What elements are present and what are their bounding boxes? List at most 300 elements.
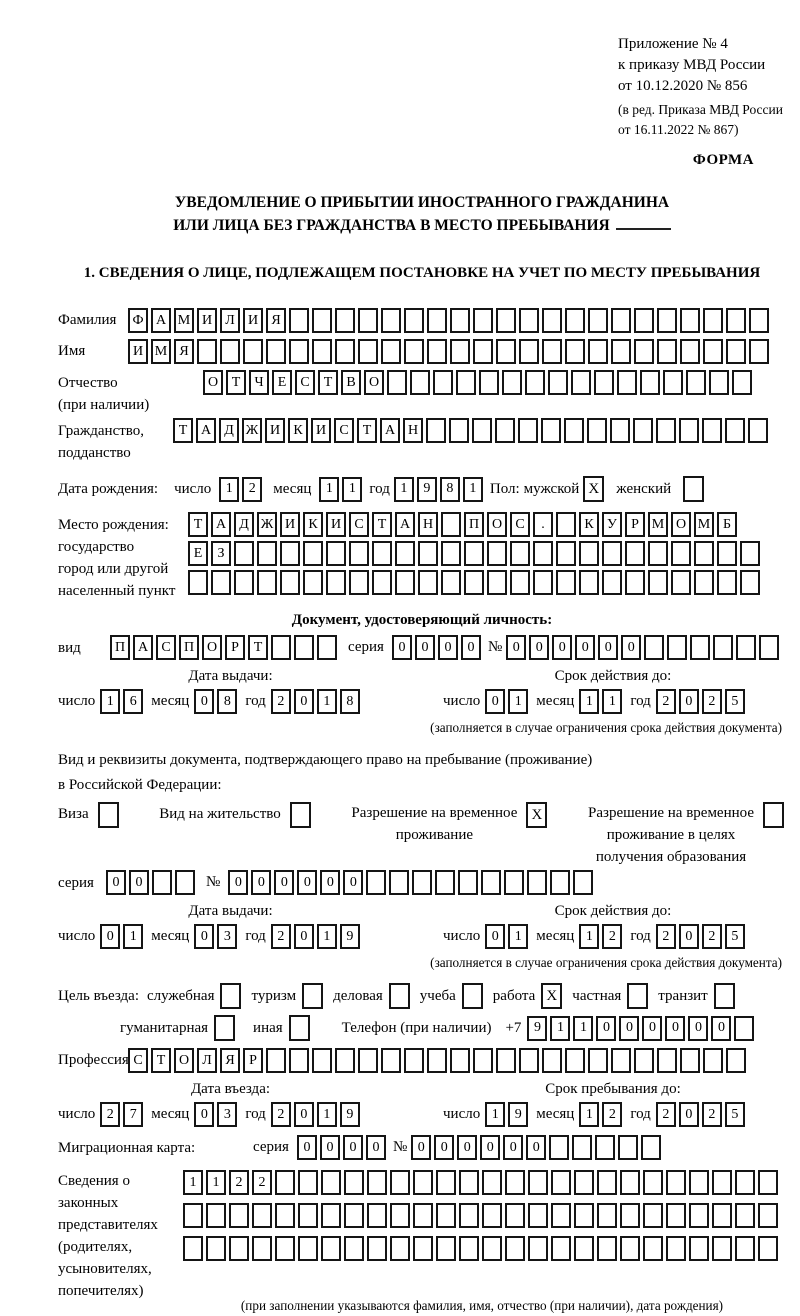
char-cell[interactable] bbox=[496, 339, 516, 364]
char-cell[interactable]: Е bbox=[188, 541, 208, 566]
char-cell[interactable]: 1 bbox=[579, 689, 599, 714]
char-cell[interactable] bbox=[505, 1170, 525, 1195]
sex-male-checkbox[interactable]: X bbox=[583, 476, 604, 502]
char-cell[interactable]: 0 bbox=[621, 635, 641, 660]
char-cell[interactable] bbox=[690, 635, 710, 660]
char-cell[interactable]: 2 bbox=[271, 1102, 291, 1127]
char-cell[interactable] bbox=[712, 1170, 732, 1195]
char-cell[interactable] bbox=[611, 308, 631, 333]
char-cell[interactable]: 9 bbox=[340, 1102, 360, 1127]
char-cell[interactable] bbox=[183, 1236, 203, 1261]
char-cell[interactable] bbox=[243, 339, 263, 364]
char-cell[interactable] bbox=[735, 1203, 755, 1228]
char-cell[interactable]: 0 bbox=[392, 635, 412, 660]
char-cell[interactable] bbox=[418, 570, 438, 595]
char-cell[interactable]: 9 bbox=[508, 1102, 528, 1127]
char-cell[interactable]: С bbox=[295, 370, 315, 395]
char-cell[interactable] bbox=[321, 1170, 341, 1195]
char-cell[interactable] bbox=[551, 1203, 571, 1228]
doc-series-cells[interactable] bbox=[392, 635, 484, 660]
char-cell[interactable] bbox=[487, 570, 507, 595]
char-cell[interactable]: Р bbox=[225, 635, 245, 660]
char-cell[interactable] bbox=[482, 1170, 502, 1195]
char-cell[interactable]: 1 bbox=[485, 1102, 505, 1127]
char-cell[interactable] bbox=[481, 870, 501, 895]
char-cell[interactable]: 0 bbox=[343, 870, 363, 895]
char-cell[interactable] bbox=[372, 541, 392, 566]
char-cell[interactable]: 8 bbox=[340, 689, 360, 714]
purpose-private-checkbox[interactable] bbox=[627, 983, 648, 1009]
char-cell[interactable] bbox=[505, 1203, 525, 1228]
char-cell[interactable]: 0 bbox=[194, 924, 214, 949]
char-cell[interactable] bbox=[671, 570, 691, 595]
char-cell[interactable]: 2 bbox=[100, 1102, 120, 1127]
char-cell[interactable]: Д bbox=[234, 512, 254, 537]
char-cell[interactable]: 0 bbox=[297, 870, 317, 895]
char-cell[interactable] bbox=[495, 418, 515, 443]
char-cell[interactable] bbox=[640, 370, 660, 395]
char-cell[interactable]: 0 bbox=[434, 1135, 454, 1160]
char-cell[interactable]: 0 bbox=[438, 635, 458, 660]
char-cell[interactable] bbox=[321, 1203, 341, 1228]
char-cell[interactable]: 2 bbox=[602, 1102, 622, 1127]
char-cell[interactable]: 9 bbox=[417, 477, 437, 502]
char-cell[interactable]: Т bbox=[372, 512, 392, 537]
entry-day-cells[interactable] bbox=[100, 1102, 146, 1127]
char-cell[interactable] bbox=[565, 308, 585, 333]
char-cell[interactable] bbox=[257, 541, 277, 566]
char-cell[interactable]: 8 bbox=[217, 689, 237, 714]
char-cell[interactable] bbox=[464, 570, 484, 595]
char-cell[interactable] bbox=[666, 1236, 686, 1261]
char-cell[interactable] bbox=[381, 1048, 401, 1073]
char-cell[interactable] bbox=[395, 570, 415, 595]
char-cell[interactable] bbox=[620, 1203, 640, 1228]
char-cell[interactable]: И bbox=[265, 418, 285, 443]
char-cell[interactable] bbox=[663, 370, 683, 395]
char-cell[interactable] bbox=[749, 308, 769, 333]
char-cell[interactable] bbox=[289, 308, 309, 333]
char-cell[interactable]: 0 bbox=[552, 635, 572, 660]
char-cell[interactable] bbox=[758, 1170, 778, 1195]
char-cell[interactable] bbox=[625, 570, 645, 595]
char-cell[interactable]: 0 bbox=[529, 635, 549, 660]
char-cell[interactable] bbox=[459, 1203, 479, 1228]
char-cell[interactable]: Л bbox=[220, 308, 240, 333]
char-cell[interactable] bbox=[312, 339, 332, 364]
char-cell[interactable] bbox=[549, 1135, 569, 1160]
char-cell[interactable] bbox=[588, 1048, 608, 1073]
char-cell[interactable] bbox=[312, 308, 332, 333]
char-cell[interactable]: 0 bbox=[294, 924, 314, 949]
char-cell[interactable] bbox=[294, 635, 314, 660]
char-cell[interactable] bbox=[234, 541, 254, 566]
char-cell[interactable] bbox=[449, 418, 469, 443]
char-cell[interactable] bbox=[542, 1048, 562, 1073]
purpose-transit-checkbox[interactable] bbox=[714, 983, 735, 1009]
char-cell[interactable]: М bbox=[174, 308, 194, 333]
char-cell[interactable]: П bbox=[110, 635, 130, 660]
char-cell[interactable]: 0 bbox=[228, 870, 248, 895]
char-cell[interactable]: О bbox=[487, 512, 507, 537]
char-cell[interactable] bbox=[551, 1170, 571, 1195]
char-cell[interactable] bbox=[479, 370, 499, 395]
char-cell[interactable]: Т bbox=[226, 370, 246, 395]
char-cell[interactable] bbox=[413, 1236, 433, 1261]
char-cell[interactable] bbox=[597, 1236, 617, 1261]
char-cell[interactable]: Т bbox=[173, 418, 193, 443]
char-cell[interactable] bbox=[303, 541, 323, 566]
phone-cells[interactable] bbox=[527, 1016, 757, 1041]
char-cell[interactable]: 0 bbox=[526, 1135, 546, 1160]
char-cell[interactable] bbox=[709, 370, 729, 395]
char-cell[interactable] bbox=[574, 1236, 594, 1261]
char-cell[interactable] bbox=[487, 541, 507, 566]
char-cell[interactable]: 0 bbox=[679, 1102, 699, 1127]
char-cell[interactable] bbox=[518, 418, 538, 443]
char-cell[interactable] bbox=[289, 339, 309, 364]
char-cell[interactable] bbox=[441, 570, 461, 595]
char-cell[interactable] bbox=[450, 1048, 470, 1073]
char-cell[interactable] bbox=[579, 541, 599, 566]
char-cell[interactable]: С bbox=[128, 1048, 148, 1073]
char-cell[interactable] bbox=[528, 1203, 548, 1228]
char-cell[interactable]: 1 bbox=[317, 1102, 337, 1127]
char-cell[interactable] bbox=[597, 1170, 617, 1195]
char-cell[interactable]: 0 bbox=[415, 635, 435, 660]
char-cell[interactable] bbox=[395, 541, 415, 566]
char-cell[interactable] bbox=[657, 308, 677, 333]
char-cell[interactable] bbox=[390, 1170, 410, 1195]
char-cell[interactable] bbox=[671, 541, 691, 566]
purpose-humanitarian-checkbox[interactable] bbox=[214, 1015, 235, 1041]
char-cell[interactable]: 0 bbox=[194, 1102, 214, 1127]
surname-cells[interactable] bbox=[128, 308, 772, 333]
issue-day-cells[interactable] bbox=[100, 689, 146, 714]
char-cell[interactable] bbox=[694, 541, 714, 566]
char-cell[interactable] bbox=[321, 1236, 341, 1261]
char-cell[interactable]: 1 bbox=[317, 924, 337, 949]
char-cell[interactable] bbox=[206, 1236, 226, 1261]
residence-valid-day-cells[interactable] bbox=[485, 924, 531, 949]
char-cell[interactable] bbox=[602, 570, 622, 595]
char-cell[interactable] bbox=[404, 308, 424, 333]
char-cell[interactable]: 1 bbox=[550, 1016, 570, 1041]
char-cell[interactable] bbox=[686, 370, 706, 395]
char-cell[interactable] bbox=[610, 418, 630, 443]
char-cell[interactable] bbox=[666, 1203, 686, 1228]
char-cell[interactable] bbox=[648, 570, 668, 595]
char-cell[interactable] bbox=[367, 1170, 387, 1195]
char-cell[interactable]: Я bbox=[266, 308, 286, 333]
char-cell[interactable] bbox=[412, 870, 432, 895]
char-cell[interactable]: 2 bbox=[656, 1102, 676, 1127]
char-cell[interactable] bbox=[617, 370, 637, 395]
legal-reps-row3-cells[interactable] bbox=[183, 1236, 781, 1261]
char-cell[interactable] bbox=[496, 308, 516, 333]
char-cell[interactable] bbox=[679, 418, 699, 443]
char-cell[interactable]: И bbox=[197, 308, 217, 333]
char-cell[interactable] bbox=[482, 1203, 502, 1228]
char-cell[interactable]: 0 bbox=[100, 924, 120, 949]
char-cell[interactable] bbox=[726, 1048, 746, 1073]
char-cell[interactable]: И bbox=[311, 418, 331, 443]
char-cell[interactable] bbox=[666, 1170, 686, 1195]
char-cell[interactable] bbox=[427, 339, 447, 364]
char-cell[interactable]: 0 bbox=[619, 1016, 639, 1041]
char-cell[interactable]: 2 bbox=[656, 689, 676, 714]
char-cell[interactable]: О bbox=[671, 512, 691, 537]
char-cell[interactable] bbox=[712, 1236, 732, 1261]
char-cell[interactable] bbox=[367, 1236, 387, 1261]
char-cell[interactable] bbox=[427, 1048, 447, 1073]
char-cell[interactable] bbox=[643, 1236, 663, 1261]
char-cell[interactable] bbox=[519, 1048, 539, 1073]
legal-reps-row1-cells[interactable] bbox=[183, 1170, 781, 1195]
char-cell[interactable] bbox=[152, 870, 172, 895]
char-cell[interactable]: 1 bbox=[317, 689, 337, 714]
char-cell[interactable] bbox=[712, 1203, 732, 1228]
char-cell[interactable]: Н bbox=[418, 512, 438, 537]
char-cell[interactable] bbox=[472, 418, 492, 443]
char-cell[interactable] bbox=[303, 570, 323, 595]
char-cell[interactable] bbox=[456, 370, 476, 395]
char-cell[interactable]: У bbox=[602, 512, 622, 537]
char-cell[interactable] bbox=[759, 635, 779, 660]
char-cell[interactable]: С bbox=[334, 418, 354, 443]
char-cell[interactable] bbox=[588, 339, 608, 364]
char-cell[interactable] bbox=[458, 870, 478, 895]
char-cell[interactable]: К bbox=[303, 512, 323, 537]
char-cell[interactable]: А bbox=[211, 512, 231, 537]
char-cell[interactable]: 2 bbox=[242, 477, 262, 502]
char-cell[interactable] bbox=[735, 1236, 755, 1261]
char-cell[interactable]: 0 bbox=[294, 689, 314, 714]
char-cell[interactable]: 2 bbox=[702, 689, 722, 714]
doc-kind-cells[interactable] bbox=[110, 635, 340, 660]
char-cell[interactable]: 2 bbox=[271, 689, 291, 714]
char-cell[interactable]: 0 bbox=[596, 1016, 616, 1041]
char-cell[interactable] bbox=[726, 308, 746, 333]
char-cell[interactable] bbox=[197, 339, 217, 364]
char-cell[interactable] bbox=[519, 339, 539, 364]
char-cell[interactable] bbox=[220, 339, 240, 364]
char-cell[interactable] bbox=[510, 570, 530, 595]
entry-year-cells[interactable] bbox=[271, 1102, 363, 1127]
birth-month-cells[interactable] bbox=[319, 477, 365, 502]
birthplace-row3-cells[interactable] bbox=[188, 570, 763, 595]
char-cell[interactable] bbox=[450, 308, 470, 333]
char-cell[interactable] bbox=[588, 308, 608, 333]
char-cell[interactable]: 0 bbox=[642, 1016, 662, 1041]
char-cell[interactable] bbox=[372, 570, 392, 595]
char-cell[interactable]: И bbox=[280, 512, 300, 537]
char-cell[interactable]: 0 bbox=[480, 1135, 500, 1160]
char-cell[interactable] bbox=[734, 1016, 754, 1041]
char-cell[interactable] bbox=[326, 570, 346, 595]
char-cell[interactable] bbox=[618, 1135, 638, 1160]
char-cell[interactable] bbox=[441, 541, 461, 566]
char-cell[interactable] bbox=[473, 308, 493, 333]
char-cell[interactable]: 0 bbox=[320, 1135, 340, 1160]
char-cell[interactable] bbox=[266, 339, 286, 364]
char-cell[interactable]: 2 bbox=[271, 924, 291, 949]
char-cell[interactable]: 2 bbox=[602, 924, 622, 949]
char-cell[interactable]: 2 bbox=[229, 1170, 249, 1195]
char-cell[interactable]: Ж bbox=[242, 418, 262, 443]
char-cell[interactable]: 0 bbox=[274, 870, 294, 895]
purpose-study-checkbox[interactable] bbox=[462, 983, 483, 1009]
temporary-residence-checkbox[interactable]: X bbox=[526, 802, 547, 828]
char-cell[interactable]: 0 bbox=[366, 1135, 386, 1160]
char-cell[interactable] bbox=[680, 339, 700, 364]
char-cell[interactable]: Н bbox=[403, 418, 423, 443]
char-cell[interactable] bbox=[317, 635, 337, 660]
char-cell[interactable] bbox=[188, 570, 208, 595]
char-cell[interactable] bbox=[280, 570, 300, 595]
char-cell[interactable] bbox=[702, 418, 722, 443]
char-cell[interactable]: 0 bbox=[688, 1016, 708, 1041]
char-cell[interactable]: 0 bbox=[485, 689, 505, 714]
char-cell[interactable]: Я bbox=[174, 339, 194, 364]
char-cell[interactable] bbox=[656, 418, 676, 443]
char-cell[interactable] bbox=[298, 1203, 318, 1228]
char-cell[interactable] bbox=[620, 1170, 640, 1195]
char-cell[interactable]: О bbox=[203, 370, 223, 395]
char-cell[interactable]: 1 bbox=[508, 924, 528, 949]
char-cell[interactable] bbox=[726, 339, 746, 364]
char-cell[interactable] bbox=[689, 1170, 709, 1195]
char-cell[interactable] bbox=[541, 418, 561, 443]
char-cell[interactable]: 7 bbox=[123, 1102, 143, 1127]
char-cell[interactable]: 0 bbox=[598, 635, 618, 660]
char-cell[interactable] bbox=[229, 1203, 249, 1228]
char-cell[interactable] bbox=[634, 339, 654, 364]
char-cell[interactable]: О bbox=[174, 1048, 194, 1073]
char-cell[interactable]: 1 bbox=[579, 924, 599, 949]
char-cell[interactable] bbox=[252, 1203, 272, 1228]
char-cell[interactable] bbox=[579, 570, 599, 595]
char-cell[interactable]: 0 bbox=[251, 870, 271, 895]
char-cell[interactable] bbox=[634, 308, 654, 333]
char-cell[interactable] bbox=[602, 541, 622, 566]
char-cell[interactable]: В bbox=[341, 370, 361, 395]
char-cell[interactable]: 1 bbox=[206, 1170, 226, 1195]
char-cell[interactable] bbox=[450, 339, 470, 364]
char-cell[interactable] bbox=[713, 635, 733, 660]
residence-valid-year-cells[interactable] bbox=[656, 924, 748, 949]
char-cell[interactable]: 1 bbox=[342, 477, 362, 502]
char-cell[interactable]: Т bbox=[151, 1048, 171, 1073]
char-cell[interactable] bbox=[413, 1170, 433, 1195]
char-cell[interactable]: 2 bbox=[702, 924, 722, 949]
char-cell[interactable] bbox=[680, 308, 700, 333]
purpose-other-checkbox[interactable] bbox=[289, 1015, 310, 1041]
temporary-residence-education-checkbox[interactable] bbox=[763, 802, 784, 828]
char-cell[interactable] bbox=[358, 308, 378, 333]
char-cell[interactable]: Т bbox=[188, 512, 208, 537]
char-cell[interactable]: Р bbox=[625, 512, 645, 537]
char-cell[interactable] bbox=[473, 1048, 493, 1073]
residence-valid-month-cells[interactable] bbox=[579, 924, 625, 949]
char-cell[interactable] bbox=[717, 541, 737, 566]
char-cell[interactable]: 1 bbox=[394, 477, 414, 502]
char-cell[interactable] bbox=[703, 308, 723, 333]
char-cell[interactable] bbox=[234, 570, 254, 595]
char-cell[interactable] bbox=[740, 541, 760, 566]
char-cell[interactable]: 0 bbox=[679, 689, 699, 714]
char-cell[interactable]: 0 bbox=[343, 1135, 363, 1160]
char-cell[interactable]: 0 bbox=[711, 1016, 731, 1041]
char-cell[interactable]: 1 bbox=[319, 477, 339, 502]
purpose-work-checkbox[interactable]: X bbox=[541, 983, 562, 1009]
migration-number-cells[interactable] bbox=[411, 1135, 664, 1160]
char-cell[interactable] bbox=[436, 1203, 456, 1228]
char-cell[interactable] bbox=[344, 1203, 364, 1228]
residence-issue-day-cells[interactable] bbox=[100, 924, 146, 949]
char-cell[interactable]: К bbox=[579, 512, 599, 537]
purpose-tourism-checkbox[interactable] bbox=[302, 983, 323, 1009]
birth-year-cells[interactable] bbox=[394, 477, 486, 502]
char-cell[interactable] bbox=[643, 1203, 663, 1228]
char-cell[interactable] bbox=[389, 870, 409, 895]
char-cell[interactable]: М bbox=[694, 512, 714, 537]
char-cell[interactable] bbox=[643, 1170, 663, 1195]
char-cell[interactable] bbox=[211, 570, 231, 595]
legal-reps-row2-cells[interactable] bbox=[183, 1203, 781, 1228]
residence-issue-year-cells[interactable] bbox=[271, 924, 363, 949]
purpose-official-checkbox[interactable] bbox=[220, 983, 241, 1009]
char-cell[interactable] bbox=[335, 1048, 355, 1073]
char-cell[interactable]: 0 bbox=[320, 870, 340, 895]
char-cell[interactable]: Я bbox=[220, 1048, 240, 1073]
char-cell[interactable] bbox=[641, 1135, 661, 1160]
char-cell[interactable] bbox=[551, 1236, 571, 1261]
char-cell[interactable] bbox=[257, 570, 277, 595]
char-cell[interactable] bbox=[404, 339, 424, 364]
char-cell[interactable] bbox=[574, 1203, 594, 1228]
char-cell[interactable]: 3 bbox=[217, 924, 237, 949]
stay-day-cells[interactable] bbox=[485, 1102, 531, 1127]
char-cell[interactable] bbox=[504, 870, 524, 895]
char-cell[interactable]: Д bbox=[219, 418, 239, 443]
char-cell[interactable]: О bbox=[364, 370, 384, 395]
char-cell[interactable]: 0 bbox=[297, 1135, 317, 1160]
char-cell[interactable] bbox=[680, 1048, 700, 1073]
purpose-business-checkbox[interactable] bbox=[389, 983, 410, 1009]
char-cell[interactable] bbox=[550, 870, 570, 895]
entry-month-cells[interactable] bbox=[194, 1102, 240, 1127]
valid-year-cells[interactable] bbox=[656, 689, 748, 714]
char-cell[interactable] bbox=[542, 339, 562, 364]
char-cell[interactable] bbox=[335, 339, 355, 364]
char-cell[interactable] bbox=[689, 1203, 709, 1228]
char-cell[interactable]: 9 bbox=[527, 1016, 547, 1041]
char-cell[interactable]: 2 bbox=[252, 1170, 272, 1195]
char-cell[interactable]: 1 bbox=[579, 1102, 599, 1127]
char-cell[interactable] bbox=[473, 339, 493, 364]
char-cell[interactable] bbox=[644, 635, 664, 660]
char-cell[interactable] bbox=[206, 1203, 226, 1228]
birthplace-row1-cells[interactable] bbox=[188, 512, 763, 537]
char-cell[interactable] bbox=[280, 541, 300, 566]
char-cell[interactable] bbox=[390, 1203, 410, 1228]
char-cell[interactable] bbox=[326, 541, 346, 566]
char-cell[interactable]: 1 bbox=[602, 689, 622, 714]
char-cell[interactable]: 0 bbox=[411, 1135, 431, 1160]
char-cell[interactable] bbox=[505, 1236, 525, 1261]
char-cell[interactable] bbox=[611, 1048, 631, 1073]
